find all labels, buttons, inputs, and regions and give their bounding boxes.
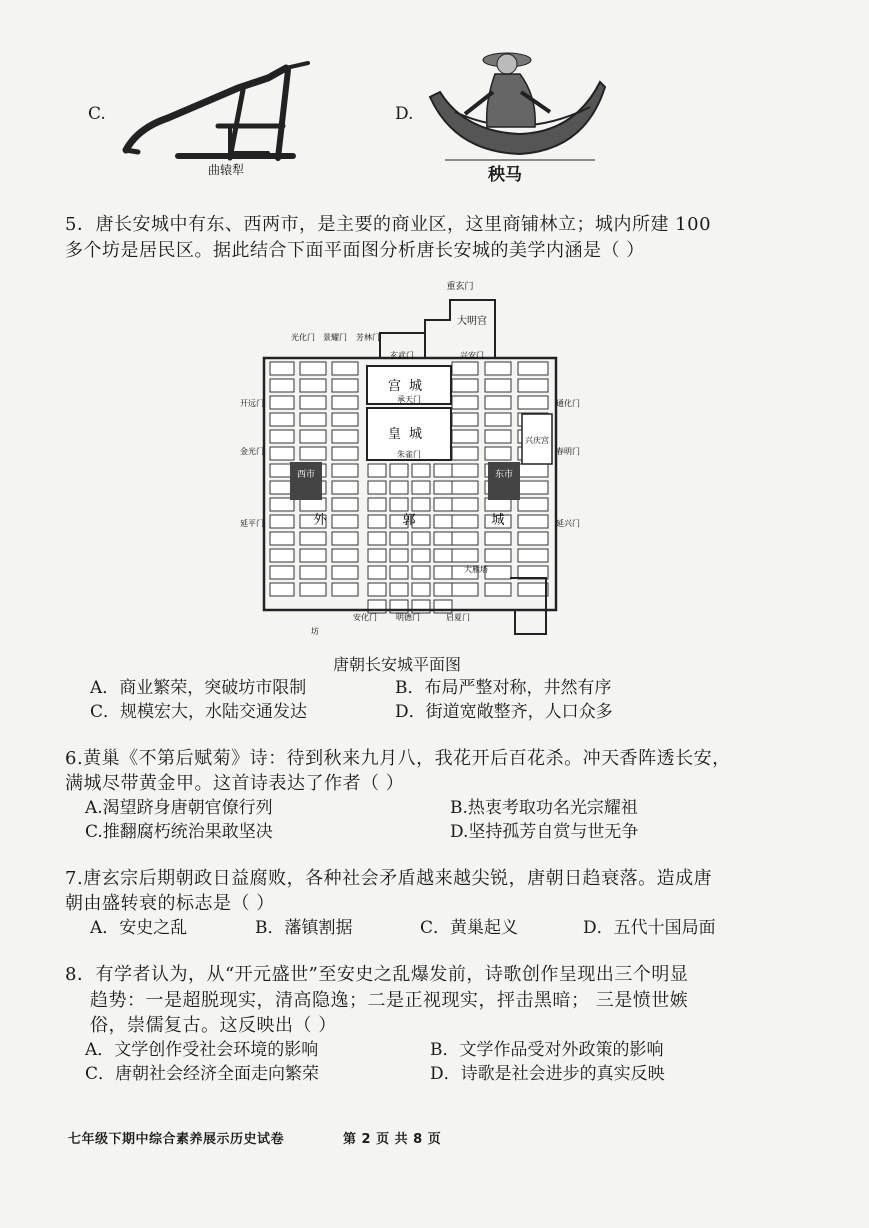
q5-option-c: C．规模宏大，水陆交通发达 — [90, 702, 308, 722]
map-ward-block — [485, 566, 511, 579]
map-ward-block — [452, 498, 478, 511]
west-market — [290, 462, 322, 500]
map-ward-block — [485, 396, 511, 409]
map-label-chunming: 春明门 — [556, 447, 580, 456]
rice-seedling-horse-illustration — [425, 42, 610, 162]
q7-option-b: B．藩镇割据 — [255, 918, 353, 938]
map-ward-block — [434, 515, 452, 528]
map-label-dayan: 大雁塔 — [464, 565, 488, 574]
map-caption: 唐朝长安城平面图 — [333, 655, 462, 674]
map-ward-block — [390, 583, 408, 596]
option-d-caption: 秧马 — [488, 165, 522, 185]
map-ward-block — [368, 566, 386, 579]
map-label-qixia: 启夏门 — [446, 613, 470, 622]
changan-city-map — [240, 278, 580, 648]
q7-stem-line2: 朝由盛转衰的标志是（ ） — [65, 893, 275, 914]
map-label-chengtian: 承天门 — [397, 395, 421, 404]
q6-option-c: C.推翻腐朽统治果敢坚决 — [85, 822, 273, 842]
map-ward-block — [434, 549, 452, 562]
map-ward-block — [518, 396, 548, 409]
map-label-xuanwu: 玄武门 — [390, 351, 414, 360]
map-ward-block — [452, 396, 478, 409]
map-ward-block — [518, 362, 548, 375]
q5-stem-line1: 5．唐长安城中有东、西两市，是主要的商业区，这里商铺林立；城内所建 100 — [65, 214, 712, 235]
q6-option-d: D.坚持孤芳自赏与世无争 — [450, 822, 639, 842]
map-ward-block — [518, 379, 548, 392]
map-ward-block — [270, 532, 294, 545]
map-ward-block — [332, 583, 358, 596]
map-ward-block — [485, 532, 511, 545]
map-ward-block — [368, 481, 386, 494]
map-ward-block — [300, 566, 326, 579]
map-label-chongxuan: 重玄门 — [446, 282, 474, 292]
map-label-jingyao: 景耀门 — [323, 333, 347, 342]
map-ward-block — [270, 413, 294, 426]
map-ward-block — [412, 464, 430, 477]
map-ward-block — [332, 532, 358, 545]
map-label-gongcheng: 宫城 — [387, 379, 431, 394]
map-ward-block — [452, 532, 478, 545]
map-ward-block — [332, 362, 358, 375]
map-ward-block — [300, 532, 326, 545]
map-label-mingde: 明德门 — [396, 613, 420, 622]
map-ward-block — [434, 532, 452, 545]
map-ward-block — [270, 396, 294, 409]
map-ward-block — [270, 515, 294, 528]
map-ward-block — [434, 498, 452, 511]
q8-option-d: D．诗歌是社会进步的真实反映 — [430, 1064, 665, 1084]
q8-stem-line1: 8．有学者认为，从“开元盛世”至安史之乱爆发前，诗歌创作呈现出三个明显 — [65, 964, 689, 985]
map-ward-block — [452, 549, 478, 562]
map-ward-block — [390, 566, 408, 579]
map-ward-block — [518, 481, 548, 494]
map-label-yanping: 延平门 — [240, 519, 264, 528]
map-label-kaiyuan: 开远门 — [240, 399, 264, 408]
map-ward-block — [270, 583, 294, 596]
map-ward-block — [412, 532, 430, 545]
map-ward-block — [452, 379, 478, 392]
map-ward-block — [452, 481, 478, 494]
map-ward-block — [518, 532, 548, 545]
map-ward-block — [452, 464, 478, 477]
map-ward-block — [368, 549, 386, 562]
map-ward-block — [390, 549, 408, 562]
option-d-letter: D. — [395, 104, 414, 124]
q7-stem-line1: 7.唐玄宗后期朝政日益腐败，各种社会矛盾越来越尖锐，唐朝日趋衰落。造成唐 — [65, 868, 713, 889]
map-ward-block — [332, 447, 358, 460]
map-label-xingqing: 兴庆宫 — [525, 436, 549, 445]
footer-exam-title: 七年级下期中综合素养展示历史试卷 — [68, 1132, 285, 1147]
map-ward-block — [518, 498, 548, 511]
map-ward-block — [518, 515, 548, 528]
q8-option-c: C．唐朝社会经济全面走向繁荣 — [85, 1064, 320, 1084]
daming-palace-outline — [425, 300, 495, 358]
map-ward-block — [452, 413, 478, 426]
map-ward-block — [452, 515, 478, 528]
map-ward-block — [390, 464, 408, 477]
map-ward-block — [270, 379, 294, 392]
map-ward-block — [485, 413, 511, 426]
map-label-guo: 郭 — [402, 513, 416, 528]
map-ward-block — [332, 413, 358, 426]
map-label-fanglin: 芳林门 — [356, 333, 380, 342]
q6-stem-line2: 满城尽带黄金甲。这首诗表达了作者（ ） — [65, 773, 405, 794]
map-ward-block — [485, 549, 511, 562]
east-market — [488, 462, 520, 500]
map-ward-block — [485, 583, 511, 596]
q7-option-c: C．黄巢起义 — [420, 918, 519, 938]
map-ward-block — [412, 583, 430, 596]
map-label-huangcheng: 皇城 — [387, 427, 431, 442]
map-ward-block — [452, 430, 478, 443]
map-ward-block — [452, 362, 478, 375]
map-label-anhua: 安化门 — [353, 613, 377, 622]
map-ward-block — [332, 379, 358, 392]
map-ward-block — [332, 464, 358, 477]
map-ward-block — [270, 549, 294, 562]
map-ward-block — [368, 464, 386, 477]
map-ward-block — [270, 566, 294, 579]
footer-page-number: 第 2 页 共 8 页 — [343, 1132, 442, 1147]
map-ward-block — [300, 362, 326, 375]
map-ward-block — [390, 481, 408, 494]
q6-stem-line1: 6.黄巢《不第后赋菊》诗：待到秋来九月八，我花开后百花杀。冲天香阵透长安， — [65, 748, 731, 769]
map-ward-block — [300, 447, 326, 460]
map-label-xingan: 兴安门 — [460, 351, 484, 360]
map-ward-block — [332, 549, 358, 562]
map-ward-block — [300, 396, 326, 409]
map-ward-block — [368, 532, 386, 545]
map-ward-block — [518, 583, 548, 596]
map-ward-block — [485, 362, 511, 375]
map-ward-block — [412, 498, 430, 511]
map-ward-block — [270, 430, 294, 443]
map-label-yanxing: 延兴门 — [556, 519, 580, 528]
q7-option-a: A．安史之乱 — [90, 918, 188, 938]
map-ward-block — [412, 549, 430, 562]
map-ward-block — [434, 464, 452, 477]
map-label-cheng: 城 — [491, 513, 505, 528]
q8-option-a: A．文学创作受社会环境的影响 — [85, 1040, 319, 1060]
map-ward-block — [332, 566, 358, 579]
map-ward-block — [434, 481, 452, 494]
curved-plow-illustration — [118, 58, 328, 168]
map-ward-block — [390, 532, 408, 545]
map-ward-block — [368, 498, 386, 511]
map-ward-block — [332, 481, 358, 494]
map-label-fang: 坊 — [311, 627, 319, 636]
map-ward-block — [368, 515, 386, 528]
map-ward-block — [412, 481, 430, 494]
q8-stem-line3: 俗，崇儒复古。这反映出（ ） — [90, 1015, 337, 1036]
map-label-xishi: 西市 — [296, 470, 316, 480]
map-ward-block — [332, 515, 358, 528]
map-ward-block — [518, 464, 548, 477]
q6-option-a: A.渴望跻身唐朝官僚行列 — [85, 798, 273, 818]
map-ward-block — [332, 430, 358, 443]
option-c-letter: C. — [88, 104, 106, 124]
map-ward-block — [300, 549, 326, 562]
map-ward-block — [412, 566, 430, 579]
map-ward-block — [300, 583, 326, 596]
map-label-tonghua: 通化门 — [556, 399, 580, 408]
map-ward-block — [485, 379, 511, 392]
option-c-caption: 曲辕犁 — [208, 163, 245, 177]
q8-stem-line2: 趋势：一是超脱现实，清高隐逸；二是正视现实，抨击黑暗； 三是愤世嫉 — [90, 990, 689, 1011]
map-ward-block — [368, 583, 386, 596]
map-label-dongshi: 东市 — [494, 470, 514, 480]
map-ward-block — [300, 379, 326, 392]
q8-option-b: B．文学作品受对外政策的影响 — [430, 1040, 664, 1060]
map-ward-block — [300, 413, 326, 426]
map-label-daminggong: 大明宫 — [457, 316, 487, 327]
map-ward-block — [390, 498, 408, 511]
map-ward-block — [270, 447, 294, 460]
q5-stem-line2: 多个坊是居民区。据此结合下面平面图分析唐长安城的美学内涵是（ ） — [65, 240, 645, 261]
map-label-jinguang: 金光门 — [240, 447, 264, 456]
map-ward-block — [485, 447, 511, 460]
map-label-wai: 外 — [313, 513, 327, 528]
q7-option-d: D．五代十国局面 — [583, 918, 716, 938]
map-ward-block — [434, 566, 452, 579]
map-ward-block — [434, 583, 452, 596]
map-label-guanghua: 光化门 — [291, 333, 315, 342]
map-ward-block — [332, 498, 358, 511]
q5-option-b: B．布局严整对称，井然有序 — [395, 678, 612, 698]
map-label-zhuque: 朱雀门 — [397, 450, 421, 459]
map-ward-block — [518, 549, 548, 562]
q6-option-b: B.热衷考取功名光宗耀祖 — [450, 798, 638, 818]
map-ward-block — [332, 396, 358, 409]
map-ward-block — [452, 583, 478, 596]
map-ward-block — [300, 430, 326, 443]
map-ward-block — [485, 430, 511, 443]
map-ward-block — [452, 447, 478, 460]
map-ward-block — [270, 362, 294, 375]
q5-option-d: D．街道宽敞整齐，人口众多 — [395, 702, 613, 722]
q5-option-a: A．商业繁荣，突破坊市限制 — [90, 678, 307, 698]
